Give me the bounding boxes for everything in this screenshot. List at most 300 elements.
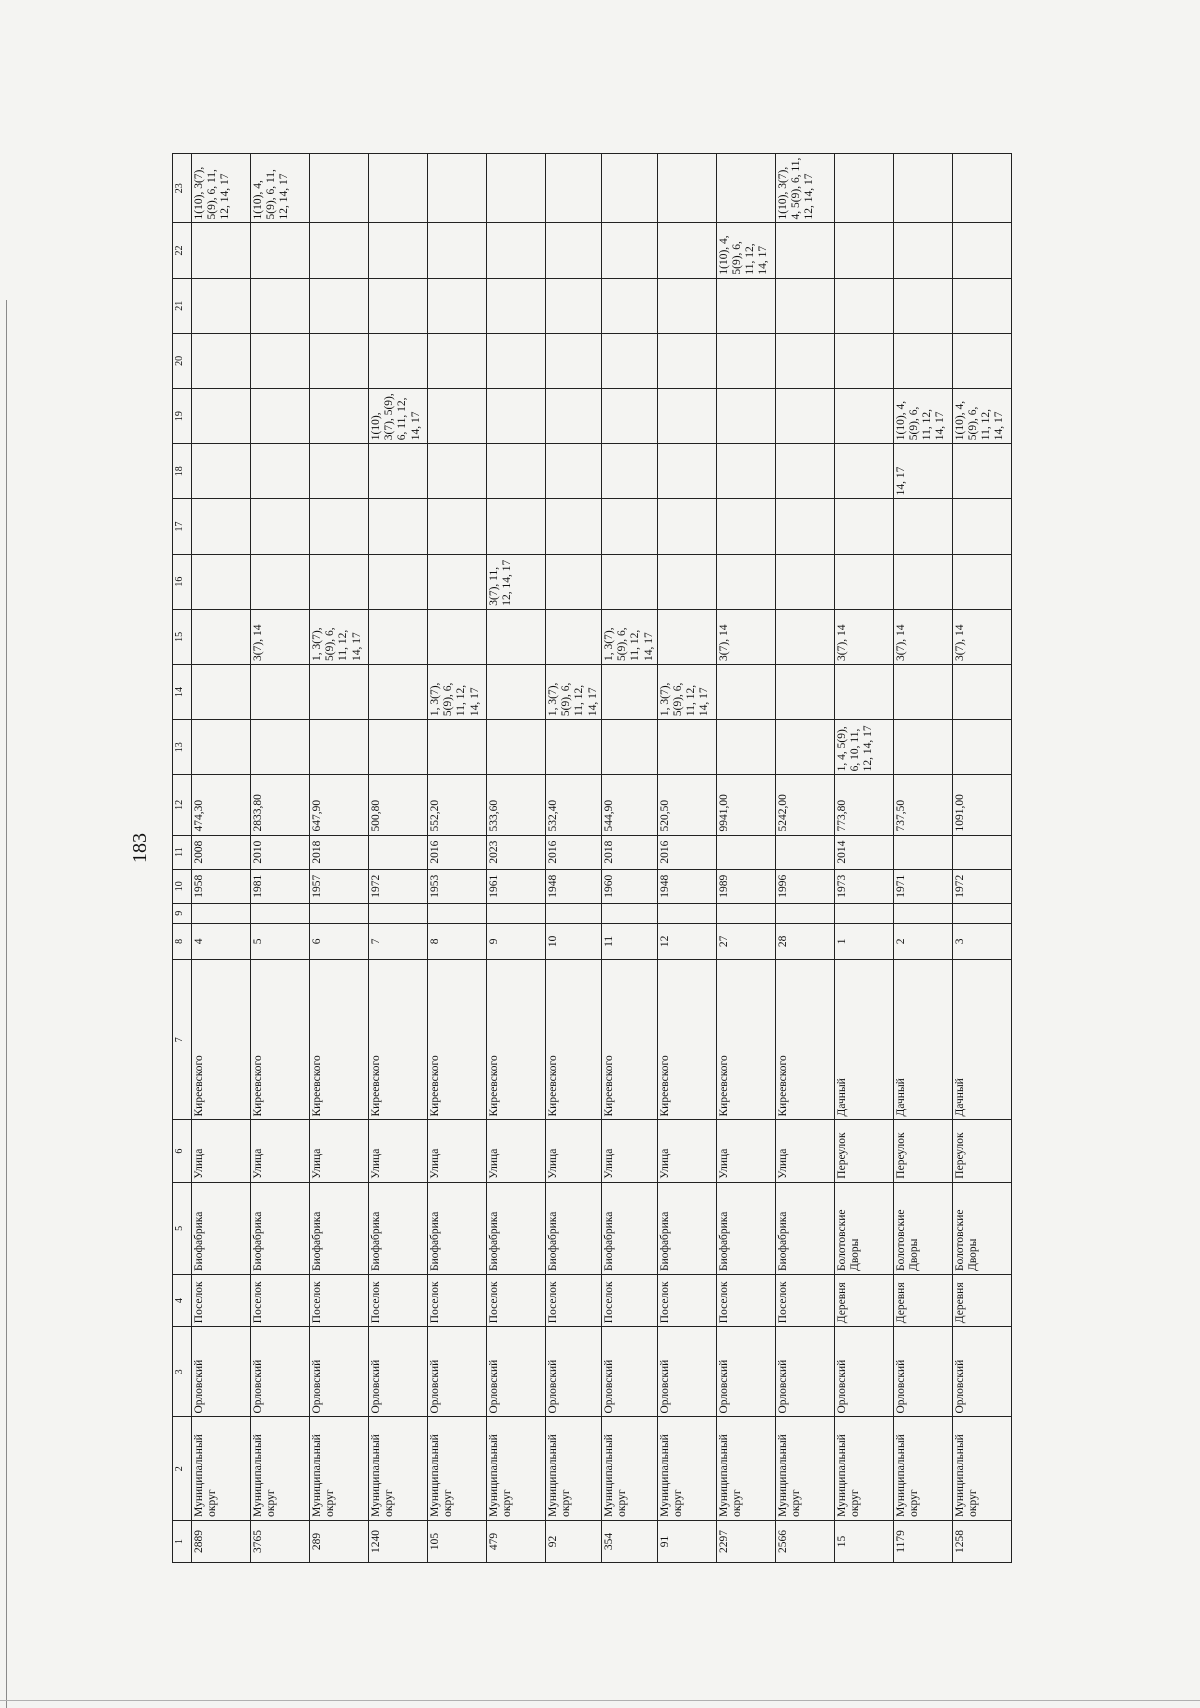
table-cell-col-16 xyxy=(834,554,893,609)
table-cell-col-6: Улица xyxy=(601,1120,657,1182)
table-cell-col-23: 1(10), 4, 5(9), 6, 11, 12, 14, 17 xyxy=(251,154,310,223)
column-header-8: 8 xyxy=(173,923,192,959)
table-cell-col-22 xyxy=(369,223,428,278)
table-cell-col-2: Муниципальный округ xyxy=(428,1417,487,1520)
table-cell-col-2: Муниципальный округ xyxy=(546,1417,602,1520)
table-cell-col-22: 1(10), 4, 5(9), 6, 11, 12, 14, 17 xyxy=(716,223,775,278)
table-cell-col-17 xyxy=(657,499,716,554)
table-cell-col-14 xyxy=(601,664,657,719)
table-cell-col-14: 1, 3(7), 5(9), 6, 11, 12, 14, 17 xyxy=(657,664,716,719)
column-header-20: 20 xyxy=(173,333,192,388)
table-cell-col-23 xyxy=(952,154,1011,223)
table-cell-col-22 xyxy=(601,223,657,278)
registry-table xyxy=(172,153,1012,1563)
table-cell-col-17 xyxy=(546,499,602,554)
table-cell-col-17 xyxy=(893,499,952,554)
table-cell-col-9 xyxy=(716,903,775,923)
table-cell-col-7: Киреевского xyxy=(716,959,775,1120)
table-cell-col-14 xyxy=(834,664,893,719)
table-cell-col-15: 3(7), 14 xyxy=(834,609,893,664)
table-cell-col-19: 1(10), 4, 5(9), 6, 11, 12, 14, 17 xyxy=(893,389,952,444)
table-cell-col-6: Улица xyxy=(192,1120,251,1182)
table-cell-col-13 xyxy=(657,720,716,775)
table-cell-col-2: Муниципальный округ xyxy=(716,1417,775,1520)
table-cell-col-12: 773,80 xyxy=(834,775,893,835)
table-cell-col-3: Орловский xyxy=(716,1327,775,1417)
table-cell-col-19 xyxy=(716,389,775,444)
table-cell-col-18 xyxy=(546,444,602,499)
table-cell-col-19 xyxy=(601,389,657,444)
table-cell-col-20 xyxy=(716,333,775,388)
table-cell-col-6: Улица xyxy=(310,1120,369,1182)
table-cell-col-1: 1240 xyxy=(369,1520,428,1562)
table-cell-col-15 xyxy=(775,609,834,664)
table-cell-col-13 xyxy=(192,720,251,775)
table-cell-col-10: 1973 xyxy=(834,869,893,903)
table-cell-col-9 xyxy=(657,903,716,923)
table-cell-col-11: 2016 xyxy=(546,835,602,869)
table-cell-col-17 xyxy=(952,499,1011,554)
table-cell-col-23 xyxy=(369,154,428,223)
table-cell-col-22 xyxy=(893,223,952,278)
table-cell-col-22 xyxy=(251,223,310,278)
table-cell-col-1: 1258 xyxy=(952,1520,1011,1562)
table-cell-col-20 xyxy=(834,333,893,388)
table-cell-col-18 xyxy=(369,444,428,499)
table-cell-col-19 xyxy=(546,389,602,444)
table-row xyxy=(310,154,369,1563)
table-cell-col-7: Киреевского xyxy=(487,959,546,1120)
table-cell-col-14 xyxy=(952,664,1011,719)
table-cell-col-10: 1989 xyxy=(716,869,775,903)
table-cell-col-3: Орловский xyxy=(369,1327,428,1417)
table-cell-col-6: Улица xyxy=(775,1120,834,1182)
table-cell-col-3: Орловский xyxy=(775,1327,834,1417)
table-row xyxy=(428,154,487,1563)
table-cell-col-17 xyxy=(601,499,657,554)
table-cell-col-21 xyxy=(487,278,546,333)
table-cell-col-9 xyxy=(369,903,428,923)
table-cell-col-17 xyxy=(310,499,369,554)
table-cell-col-7: Дачный xyxy=(952,959,1011,1120)
table-row xyxy=(546,154,602,1563)
table-cell-col-20 xyxy=(657,333,716,388)
table-cell-col-12: 2833,80 xyxy=(251,775,310,835)
table-cell-col-16 xyxy=(601,554,657,609)
table-cell-col-10: 1957 xyxy=(310,869,369,903)
table-cell-col-8: 1 xyxy=(834,923,893,959)
table-cell-col-21 xyxy=(716,278,775,333)
scan-edge-line xyxy=(6,300,7,1708)
table-cell-col-10: 1996 xyxy=(775,869,834,903)
table-row xyxy=(369,154,428,1563)
table-cell-col-16 xyxy=(775,554,834,609)
table-cell-col-11 xyxy=(716,835,775,869)
table-cell-col-12: 552,20 xyxy=(428,775,487,835)
table-cell-col-23 xyxy=(893,154,952,223)
table-cell-col-5: Биофабрика xyxy=(657,1182,716,1274)
column-header-15: 15 xyxy=(173,609,192,664)
table-cell-col-11: 2018 xyxy=(601,835,657,869)
table-cell-col-5: Болотовские Дворы xyxy=(893,1182,952,1274)
table-cell-col-5: Биофабрика xyxy=(251,1182,310,1274)
table-cell-col-3: Орловский xyxy=(601,1327,657,1417)
table-cell-col-2: Муниципальный округ xyxy=(310,1417,369,1520)
table-row xyxy=(251,154,310,1563)
table-cell-col-9 xyxy=(487,903,546,923)
table-cell-col-21 xyxy=(310,278,369,333)
table-body xyxy=(192,154,1012,1563)
table-cell-col-19 xyxy=(310,389,369,444)
table-cell-col-14 xyxy=(893,664,952,719)
table-cell-col-22 xyxy=(775,223,834,278)
table-cell-col-7: Киреевского xyxy=(192,959,251,1120)
table-cell-col-1: 2566 xyxy=(775,1520,834,1562)
column-header-19: 19 xyxy=(173,389,192,444)
table-cell-col-3: Орловский xyxy=(657,1327,716,1417)
table-cell-col-17 xyxy=(716,499,775,554)
table-cell-col-5: Биофабрика xyxy=(546,1182,602,1274)
table-cell-col-15 xyxy=(192,609,251,664)
table-cell-col-6: Улица xyxy=(657,1120,716,1182)
table-cell-col-5: Биофабрика xyxy=(192,1182,251,1274)
table-cell-col-10: 1953 xyxy=(428,869,487,903)
table-cell-col-22 xyxy=(487,223,546,278)
table-cell-col-11: 2014 xyxy=(834,835,893,869)
table-cell-col-1: 3765 xyxy=(251,1520,310,1562)
table-cell-col-14: 1, 3(7), 5(9), 6, 11, 12, 14, 17 xyxy=(428,664,487,719)
table-cell-col-9 xyxy=(952,903,1011,923)
table-cell-col-12: 533,60 xyxy=(487,775,546,835)
table-cell-col-22 xyxy=(310,223,369,278)
table-cell-col-1: 15 xyxy=(834,1520,893,1562)
table-cell-col-1: 289 xyxy=(310,1520,369,1562)
table-cell-col-11 xyxy=(952,835,1011,869)
table-cell-col-6: Переулок xyxy=(834,1120,893,1182)
table-cell-col-21 xyxy=(601,278,657,333)
table-cell-col-18 xyxy=(657,444,716,499)
table-cell-col-13 xyxy=(369,720,428,775)
table-cell-col-19 xyxy=(834,389,893,444)
table-cell-col-23 xyxy=(657,154,716,223)
table-cell-col-2: Муниципальный округ xyxy=(601,1417,657,1520)
table-cell-col-3: Орловский xyxy=(834,1327,893,1417)
table-cell-col-17 xyxy=(834,499,893,554)
table-cell-col-4: Поселок xyxy=(192,1275,251,1327)
table-cell-col-16 xyxy=(952,554,1011,609)
table-cell-col-8: 28 xyxy=(775,923,834,959)
table-cell-col-8: 3 xyxy=(952,923,1011,959)
table-cell-col-12: 9941,00 xyxy=(716,775,775,835)
table-cell-col-11: 2018 xyxy=(310,835,369,869)
table-cell-col-3: Орловский xyxy=(310,1327,369,1417)
table-cell-col-5: Биофабрика xyxy=(487,1182,546,1274)
table-cell-col-19 xyxy=(487,389,546,444)
table-cell-col-17 xyxy=(251,499,310,554)
table-cell-col-2: Муниципальный округ xyxy=(251,1417,310,1520)
table-cell-col-8: 6 xyxy=(310,923,369,959)
table-cell-col-14 xyxy=(716,664,775,719)
table-cell-col-18 xyxy=(716,444,775,499)
table-cell-col-1: 2889 xyxy=(192,1520,251,1562)
column-header-4: 4 xyxy=(173,1275,192,1327)
table-cell-col-20 xyxy=(369,333,428,388)
table-cell-col-3: Орловский xyxy=(487,1327,546,1417)
table-cell-col-18 xyxy=(601,444,657,499)
table-cell-col-15 xyxy=(487,609,546,664)
column-header-10: 10 xyxy=(173,869,192,903)
table-cell-col-21 xyxy=(428,278,487,333)
table-cell-col-19 xyxy=(657,389,716,444)
table-cell-col-14 xyxy=(775,664,834,719)
table-cell-col-13 xyxy=(428,720,487,775)
table-cell-col-6: Переулок xyxy=(952,1120,1011,1182)
column-header-1: 1 xyxy=(173,1520,192,1562)
table-cell-col-7: Киреевского xyxy=(369,959,428,1120)
table-cell-col-2: Муниципальный округ xyxy=(775,1417,834,1520)
table-cell-col-21 xyxy=(952,278,1011,333)
table-cell-col-17 xyxy=(192,499,251,554)
table-row xyxy=(952,154,1011,1563)
table-cell-col-6: Улица xyxy=(251,1120,310,1182)
table-cell-col-19: 1(10), 3(7), 5(9), 6, 11, 12, 14, 17 xyxy=(369,389,428,444)
table-cell-col-11: 2010 xyxy=(251,835,310,869)
table-cell-col-18 xyxy=(834,444,893,499)
table-cell-col-20 xyxy=(192,333,251,388)
table-cell-col-9 xyxy=(251,903,310,923)
table-cell-col-9 xyxy=(192,903,251,923)
table-cell-col-8: 12 xyxy=(657,923,716,959)
table-cell-col-18 xyxy=(192,444,251,499)
table-cell-col-12: 520,50 xyxy=(657,775,716,835)
column-header-11: 11 xyxy=(173,835,192,869)
table-cell-col-11 xyxy=(775,835,834,869)
table-cell-col-13 xyxy=(893,720,952,775)
table-cell-col-21 xyxy=(893,278,952,333)
table-cell-col-2: Муниципальный округ xyxy=(893,1417,952,1520)
table-cell-col-18 xyxy=(251,444,310,499)
table-cell-col-11 xyxy=(369,835,428,869)
table-row xyxy=(775,154,834,1563)
table-cell-col-2: Муниципальный округ xyxy=(834,1417,893,1520)
table-cell-col-23 xyxy=(487,154,546,223)
table-cell-col-16 xyxy=(192,554,251,609)
header-row xyxy=(173,154,192,1563)
table-cell-col-23 xyxy=(310,154,369,223)
table-cell-col-20 xyxy=(601,333,657,388)
table-cell-col-7: Киреевского xyxy=(310,959,369,1120)
table-cell-col-4: Поселок xyxy=(369,1275,428,1327)
table-cell-col-17 xyxy=(487,499,546,554)
table-row xyxy=(657,154,716,1563)
table-cell-col-8: 10 xyxy=(546,923,602,959)
table-cell-col-2: Муниципальный округ xyxy=(657,1417,716,1520)
table-cell-col-7: Дачный xyxy=(834,959,893,1120)
table-cell-col-16 xyxy=(369,554,428,609)
table-cell-col-5: Болотовские Дворы xyxy=(952,1182,1011,1274)
table-cell-col-14 xyxy=(487,664,546,719)
table-cell-col-10: 1972 xyxy=(952,869,1011,903)
table-cell-col-18: 14, 17 xyxy=(893,444,952,499)
table-cell-col-3: Орловский xyxy=(251,1327,310,1417)
table-cell-col-5: Биофабрика xyxy=(601,1182,657,1274)
table-row xyxy=(716,154,775,1563)
table-cell-col-14 xyxy=(310,664,369,719)
table-cell-col-4: Поселок xyxy=(775,1275,834,1327)
table-cell-col-11 xyxy=(893,835,952,869)
table-cell-col-22 xyxy=(657,223,716,278)
table-cell-col-19 xyxy=(251,389,310,444)
table-cell-col-6: Улица xyxy=(369,1120,428,1182)
table-cell-col-14 xyxy=(369,664,428,719)
table-cell-col-16: 3(7), 11, 12, 14, 17 xyxy=(487,554,546,609)
table-cell-col-20 xyxy=(893,333,952,388)
table-cell-col-2: Муниципальный округ xyxy=(192,1417,251,1520)
table-cell-col-12: 5242,00 xyxy=(775,775,834,835)
table-cell-col-20 xyxy=(487,333,546,388)
table-cell-col-8: 7 xyxy=(369,923,428,959)
table-cell-col-22 xyxy=(428,223,487,278)
table-cell-col-18 xyxy=(310,444,369,499)
table-cell-col-5: Биофабрика xyxy=(310,1182,369,1274)
table-cell-col-7: Киреевского xyxy=(601,959,657,1120)
table-cell-col-16 xyxy=(893,554,952,609)
table-cell-col-15: 3(7), 14 xyxy=(893,609,952,664)
table-cell-col-12: 500,80 xyxy=(369,775,428,835)
table-cell-col-4: Поселок xyxy=(716,1275,775,1327)
column-header-14: 14 xyxy=(173,664,192,719)
table-cell-col-16 xyxy=(310,554,369,609)
table-cell-col-13 xyxy=(546,720,602,775)
table-cell-col-18 xyxy=(487,444,546,499)
table-row xyxy=(893,154,952,1563)
table-cell-col-18 xyxy=(775,444,834,499)
table-cell-col-4: Деревня xyxy=(834,1275,893,1327)
table-cell-col-22 xyxy=(546,223,602,278)
table-cell-col-5: Биофабрика xyxy=(716,1182,775,1274)
table-cell-col-4: Поселок xyxy=(428,1275,487,1327)
table-cell-col-21 xyxy=(546,278,602,333)
table-cell-col-21 xyxy=(251,278,310,333)
table-cell-col-12: 474,30 xyxy=(192,775,251,835)
table-cell-col-17 xyxy=(775,499,834,554)
column-header-21: 21 xyxy=(173,278,192,333)
table-cell-col-23 xyxy=(546,154,602,223)
table-cell-col-1: 1179 xyxy=(893,1520,952,1562)
table-cell-col-10: 1971 xyxy=(893,869,952,903)
table-cell-col-8: 4 xyxy=(192,923,251,959)
table-cell-col-13 xyxy=(775,720,834,775)
table-cell-col-1: 479 xyxy=(487,1520,546,1562)
table-cell-col-17 xyxy=(428,499,487,554)
table-cell-col-8: 2 xyxy=(893,923,952,959)
table-cell-col-9 xyxy=(775,903,834,923)
table-cell-col-15: 1, 3(7), 5(9), 6, 11, 12, 14, 17 xyxy=(601,609,657,664)
page-number: 183 xyxy=(129,833,151,863)
table-cell-col-19 xyxy=(775,389,834,444)
table-cell-col-16 xyxy=(657,554,716,609)
table-cell-col-5: Биофабрика xyxy=(369,1182,428,1274)
table-cell-col-21 xyxy=(834,278,893,333)
table-cell-col-8: 9 xyxy=(487,923,546,959)
table-cell-col-18 xyxy=(428,444,487,499)
table-cell-col-12: 737,50 xyxy=(893,775,952,835)
table-cell-col-7: Киреевского xyxy=(546,959,602,1120)
table-cell-col-4: Деревня xyxy=(893,1275,952,1327)
table-cell-col-13: 1, 4, 5(9), 6, 10, 11, 12, 14, 17 xyxy=(834,720,893,775)
column-header-16: 16 xyxy=(173,554,192,609)
table-cell-col-3: Орловский xyxy=(428,1327,487,1417)
table-cell-col-8: 27 xyxy=(716,923,775,959)
table-cell-col-10: 1981 xyxy=(251,869,310,903)
table-cell-col-7: Киреевского xyxy=(251,959,310,1120)
column-header-17: 17 xyxy=(173,499,192,554)
table-cell-col-9 xyxy=(310,903,369,923)
table-cell-col-2: Муниципальный округ xyxy=(952,1417,1011,1520)
table-cell-col-23: 1(10), 3(7), 4, 5(9), 6, 11, 12, 14, 17 xyxy=(775,154,834,223)
rotated-table-wrapper xyxy=(172,153,1089,1563)
table-row xyxy=(192,154,251,1563)
table-cell-col-22 xyxy=(952,223,1011,278)
table-cell-col-22 xyxy=(834,223,893,278)
table-cell-col-15 xyxy=(546,609,602,664)
table-cell-col-3: Орловский xyxy=(893,1327,952,1417)
table-cell-col-20 xyxy=(428,333,487,388)
table-cell-col-15 xyxy=(369,609,428,664)
table-cell-col-7: Киреевского xyxy=(775,959,834,1120)
table-cell-col-5: Болотовские Дворы xyxy=(834,1182,893,1274)
table-cell-col-8: 5 xyxy=(251,923,310,959)
table-cell-col-4: Поселок xyxy=(310,1275,369,1327)
table-cell-col-10: 1961 xyxy=(487,869,546,903)
table-cell-col-10: 1958 xyxy=(192,869,251,903)
table-cell-col-14 xyxy=(192,664,251,719)
table-cell-col-23 xyxy=(716,154,775,223)
table-cell-col-21 xyxy=(369,278,428,333)
table-cell-col-15 xyxy=(657,609,716,664)
table-cell-col-4: Поселок xyxy=(601,1275,657,1327)
table-cell-col-13 xyxy=(952,720,1011,775)
table-cell-col-20 xyxy=(952,333,1011,388)
table-cell-col-1: 105 xyxy=(428,1520,487,1562)
table-cell-col-6: Улица xyxy=(428,1120,487,1182)
table-row xyxy=(834,154,893,1563)
table-cell-col-12: 532,40 xyxy=(546,775,602,835)
table-cell-col-11: 2008 xyxy=(192,835,251,869)
column-header-18: 18 xyxy=(173,444,192,499)
table-cell-col-9 xyxy=(893,903,952,923)
table-cell-col-4: Поселок xyxy=(251,1275,310,1327)
table-cell-col-19 xyxy=(428,389,487,444)
table-cell-col-16 xyxy=(716,554,775,609)
table-cell-col-17 xyxy=(369,499,428,554)
table-cell-col-15: 3(7), 14 xyxy=(952,609,1011,664)
table-cell-col-20 xyxy=(251,333,310,388)
table-cell-col-7: Дачный xyxy=(893,959,952,1120)
table-cell-col-11: 2023 xyxy=(487,835,546,869)
table-cell-col-4: Поселок xyxy=(487,1275,546,1327)
table-cell-col-7: Киреевского xyxy=(657,959,716,1120)
table-cell-col-6: Улица xyxy=(487,1120,546,1182)
table-cell-col-15: 3(7), 14 xyxy=(716,609,775,664)
table-cell-col-1: 2297 xyxy=(716,1520,775,1562)
table-cell-col-16 xyxy=(428,554,487,609)
table-cell-col-1: 91 xyxy=(657,1520,716,1562)
table-cell-col-1: 354 xyxy=(601,1520,657,1562)
table-cell-col-5: Биофабрика xyxy=(428,1182,487,1274)
table-cell-col-11: 2016 xyxy=(428,835,487,869)
table-cell-col-21 xyxy=(192,278,251,333)
